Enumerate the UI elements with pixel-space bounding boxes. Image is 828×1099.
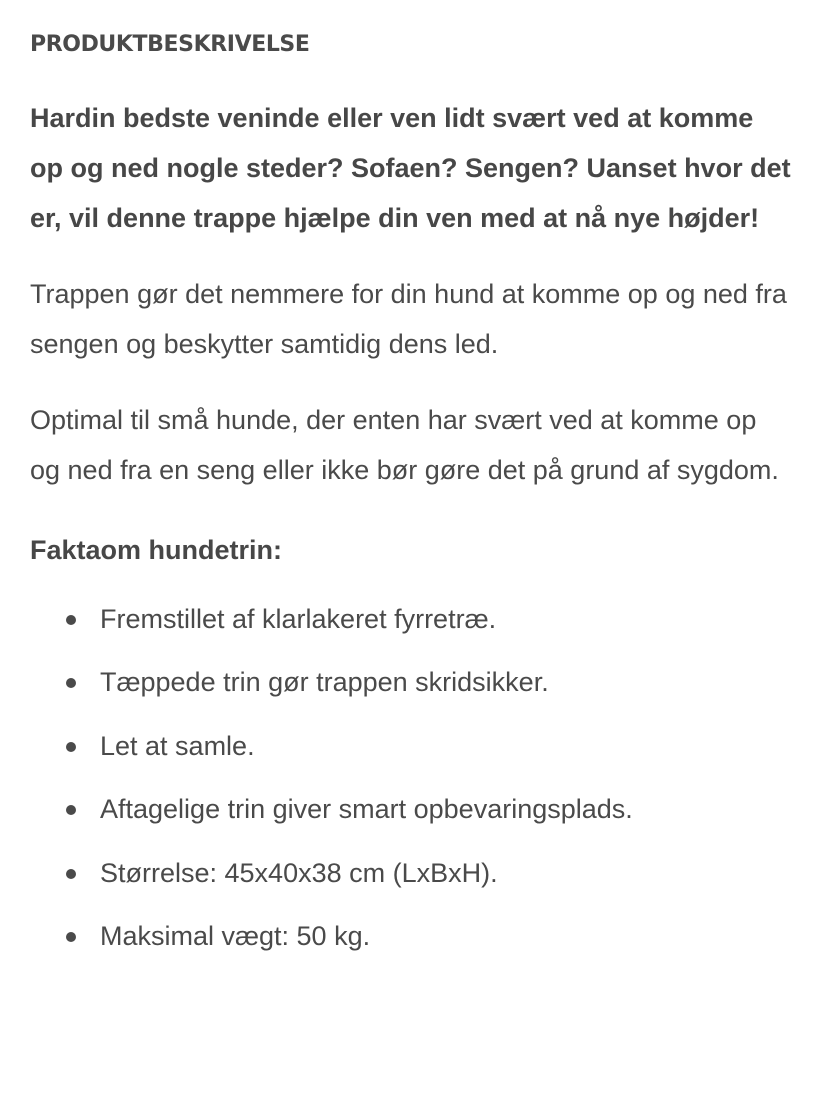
list-item	[30, 664, 792, 700]
bullet-icon	[66, 742, 76, 752]
description-paragraph-2: Optimal til små hunde, der enten har svært ved at komme op og ned fra en seng eller ikke bør gøre det på grund af sygdom.	[30, 405, 779, 485]
list-item	[30, 728, 792, 764]
list-item-text: Tæppede trin gør trappen skridsikker.	[100, 667, 549, 698]
list-item-text: Aftagelige trin giver smart opbevaringsplads.	[100, 794, 633, 825]
list-item-text: Fremstillet af klarlakeret fyrretræ.	[100, 604, 497, 634]
facts-heading: Faktaom hundetrin:	[30, 535, 283, 565]
bullet-icon	[66, 932, 76, 942]
bullet-icon	[66, 805, 76, 815]
list-item-text: Størrelse: 45x40x38 cm (LxBxH).	[100, 857, 498, 888]
bullet-icon	[66, 678, 76, 688]
bullet-icon	[66, 869, 76, 879]
list-item	[30, 791, 792, 827]
list-item	[30, 918, 792, 954]
list-item-text: Let at samle.	[100, 730, 255, 761]
description-paragraph-1: Trappen gør det nemmere for din hund at komme op og ned fra sengen og beskytter samtidig dens led.	[30, 279, 787, 359]
bullet-icon	[66, 615, 76, 625]
lead-paragraph: Hardin bedste veninde eller ven lidt svært ved at komme op og ned nogle steder? Sofaen? Sengen? Uanset hvor det er, vil denne trappe hjælpe din ven med at nå nye højder!	[30, 103, 791, 233]
facts-list	[30, 601, 792, 954]
list-item-text: Maksimal vægt: 50 kg.	[100, 920, 371, 951]
list-item	[30, 855, 792, 891]
list-item	[30, 601, 792, 637]
section-title: PRODUKTBESKRIVELSE	[30, 32, 310, 57]
